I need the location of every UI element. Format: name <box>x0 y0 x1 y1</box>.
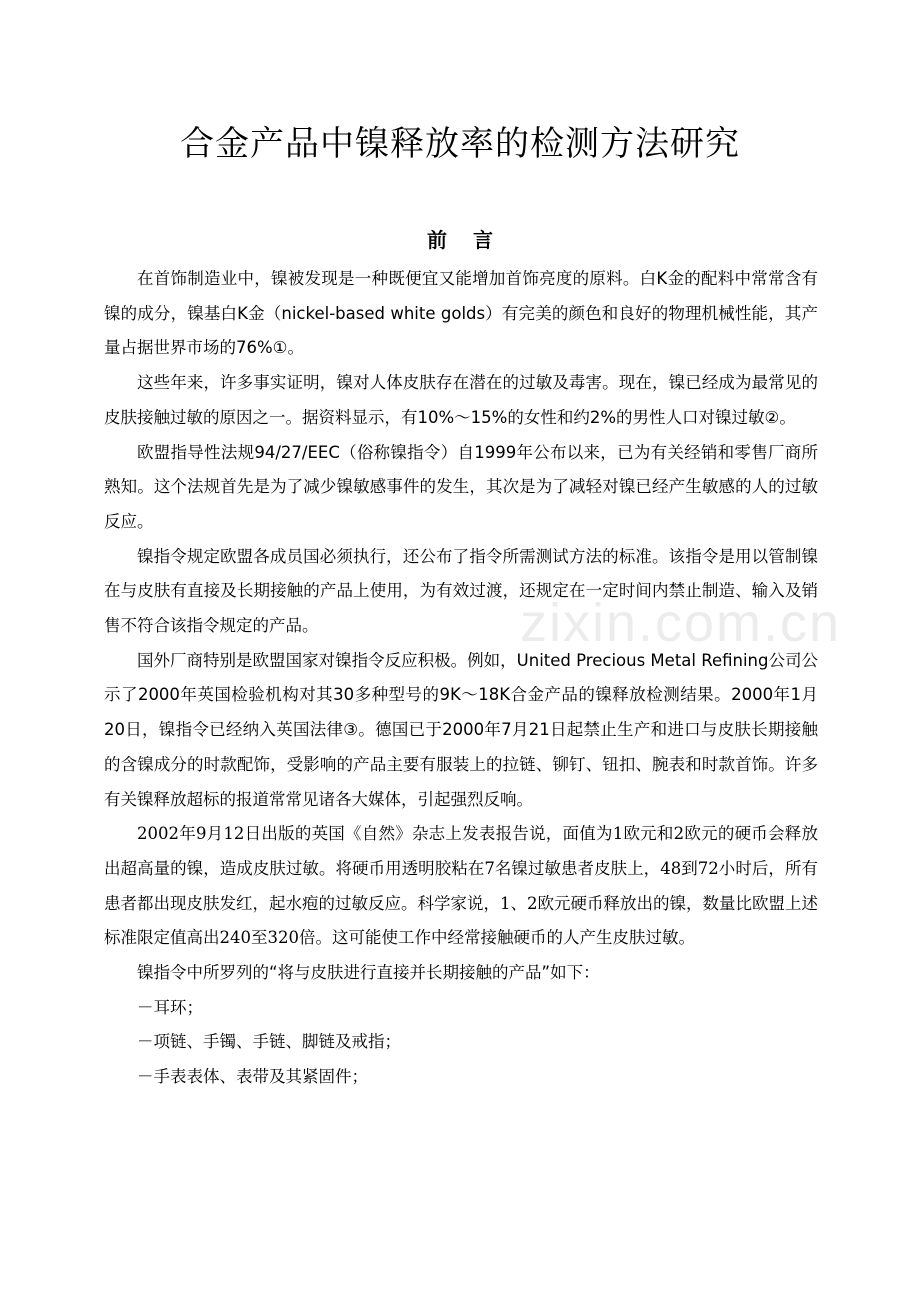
paragraph: 镍指令规定欧盟各成员国必须执行，还公布了指令所需测试方法的标准。该指令是用以管制镍在与皮肤有直接及长期接触的产品上使用，为有效过渡，还规定在一定时间内禁止制造、输入及销售不符合该指令规定的产品。 <box>104 546 818 636</box>
paragraph: 2002年9月12日出版的英国《自然》杂志上发表报告说，面值为1欧元和2欧元的硬币会释放出超高量的镍，造成皮肤过敏。将硬币用透明胶粘在7名镍过敏患者皮肤上，48到72小时后，所有患者都出现皮肤发红，起水疱的过敏反应。科学家说，1、2欧元硬币释放出的镍，数量比欧盟上述标准限定值高出240至320倍。这可能使工作中经常接触硬币的人产生皮肤过敏。 <box>104 824 818 948</box>
list-item: －项链、手镯、手链、脚链及戒指； <box>137 1032 401 1052</box>
list-item: －耳环； <box>137 997 203 1017</box>
list-item: －手表表体、表带及其紧固件； <box>137 1067 368 1087</box>
paragraph: 镍指令中所罗列的“将与皮肤进行直接并长期接触的产品”如下： <box>137 963 600 983</box>
paragraph: 欧盟指导性法规94/27/EEC（俗称镍指令）自1999年公布以来，已为有关经销和零售厂商所熟知。这个法规首先是为了减少镍敏感事件的发生，其次是为了减轻对镍已经产生敏感的人的过敏反应。 <box>104 442 818 531</box>
section-heading-preface: 前言 <box>427 228 519 252</box>
document-title: 合金产品中镍释放率的检测方法研究 <box>180 124 740 164</box>
paragraph: 在首饰制造业中，镍被发现是一种既便宜又能增加首饰亮度的原料。白K金的配料中常常含有镍的成分，镍基白K金（nickel-based white golds）有完美的颜色和良好的物理机械性能，其产量占据世界市场的76%①。 <box>104 269 818 358</box>
watermark: zixin.com.cn <box>520 593 842 653</box>
paragraph: 这些年来，许多事实证明，镍对人体皮肤存在潜在的过敏及毒害。现在，镍已经成为最常见的皮肤接触过敏的原因之一。据资料显示，有10%～15%的女性和约2%的男性人口对镍过敏②。 <box>104 373 818 427</box>
paragraph: 国外厂商特别是欧盟国家对镍指令反应积极。例如，United Precious Metal Refining公司公示了2000年英国检验机构对其30多种型号的9K～18K合金产品的镍释放检测结果。2000年1月20日，镍指令已经纳入英国法律③。德国已于2000年7月21日起禁止生产和进口与皮肤长期接触的含镍成分的时款配饰，受影响的产品主要有服装上的拉链、铆钉、钮扣、腕表和时款首饰。许多有关镍释放超标的报道常常见诸各大媒体，引起强烈反响。 <box>104 650 819 809</box>
body-text <box>104 262 818 1095</box>
